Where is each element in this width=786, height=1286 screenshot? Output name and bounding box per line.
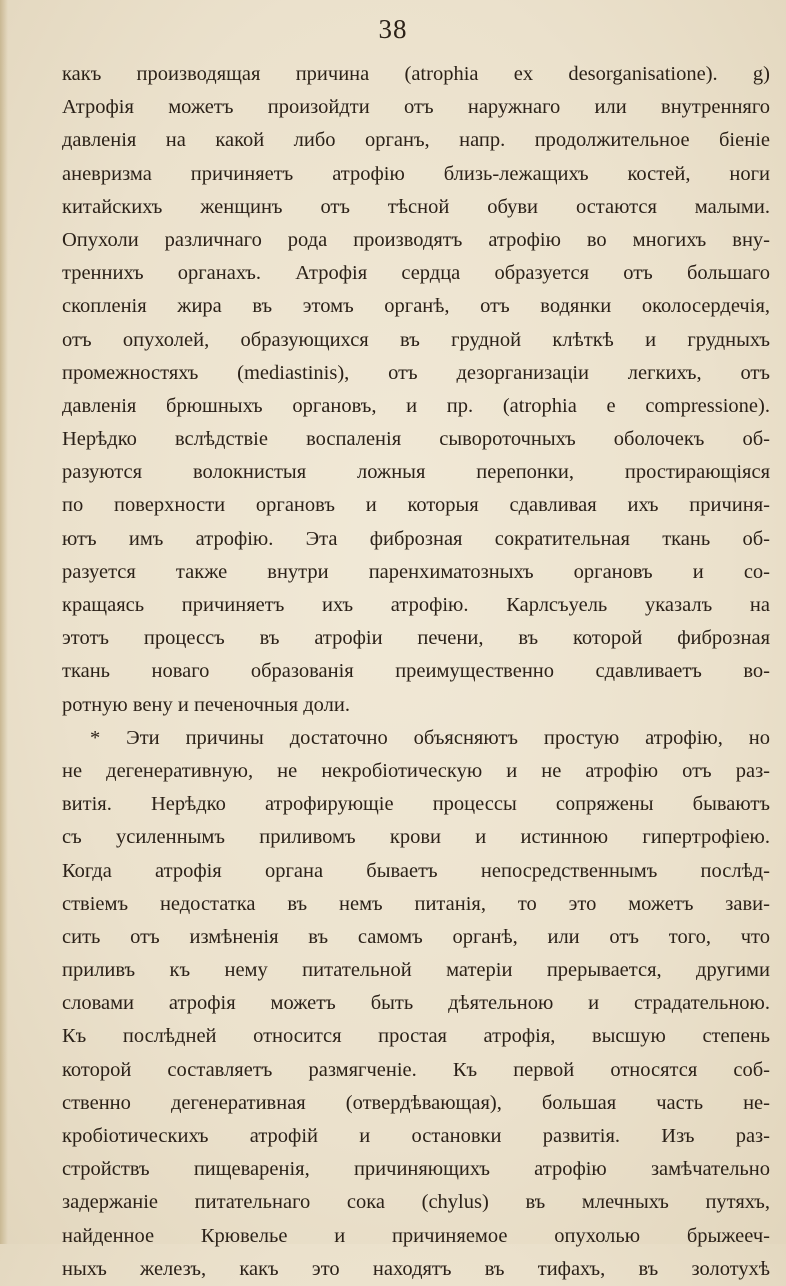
text-line: съ усиленнымъ приливомъ крови и истинною гипертрофіею. (62, 826, 770, 849)
text-line: словами атрофія можетъ быть дѣятельною и страдательною. (62, 992, 770, 1015)
text-line: Нерѣдко вслѣдствіе воспаленія сывороточныхъ оболочекъ об- (62, 428, 770, 451)
text-line: скопленія жира въ этомъ органѣ, отъ водянки околосердечія, (62, 295, 770, 318)
page-edge (0, 0, 8, 1244)
text-line: ствіемъ недостатка въ немъ питанія, то это можетъ зави- (62, 892, 770, 915)
text-line: китайскихъ женщинъ отъ тѣсной обуви остаются малыми. (62, 195, 770, 218)
text-line: давленія брюшныхъ органовъ, и пр. (atrophia e compressione). (62, 394, 770, 417)
text-line: по поверхности органовъ и которыя сдавливая ихъ причиня- (62, 494, 770, 517)
text-line: кращаясь причиняетъ ихъ атрофію. Карлсъуель указалъ на (62, 594, 770, 616)
body-text (62, 58, 770, 1286)
text-line: * Эти причины достаточно объясняютъ простую атрофію, но (90, 726, 770, 749)
text-line: не дегенеративную, не некробіотическую и не атрофію отъ раз- (62, 759, 770, 782)
text-line: треннихъ органахъ. Атрофія сердца образуется отъ большаго (62, 262, 770, 285)
text-line: Когда атрофія органа бываетъ непосредственнымъ послѣд- (62, 859, 770, 882)
text-line: задержаніе питательнаго сока (chylus) въ млечныхъ путяхъ, (62, 1191, 770, 1214)
text-line: сить отъ измѣненія въ самомъ органѣ, или отъ того, что (62, 925, 770, 948)
text-line: кробіотическихъ атрофій и остановки развитія. Изъ раз- (62, 1125, 770, 1147)
text-line: ротную вену и печеночныя доли. (62, 693, 350, 716)
text-line: давленія на какой либо органъ, напр. продолжительное біеніе (62, 129, 770, 152)
text-line: ныхъ железъ, какъ это находятъ въ тифахъ, въ золотухѣ (62, 1257, 770, 1280)
text-line: разуются волокнистыя ложныя перепонки, простирающіяся (62, 461, 770, 484)
text-line: Атрофія можетъ произойдти отъ наружнаго или внутренняго (62, 96, 770, 119)
text-line: промежностяхъ (mediastinis), отъ дезорганизаціи легкихъ, отъ (62, 361, 770, 384)
text-line: витія. Нерѣдко атрофирующіе процессы сопряжены бываютъ (62, 793, 770, 816)
text-line: найденное Крювелье и причиняемое опухолью брыжееч- (62, 1224, 770, 1247)
page-number: 38 (378, 14, 408, 44)
text-line: ственно дегенеративная (отвердѣвающая), большая часть не- (62, 1091, 770, 1114)
text-line: этотъ процессъ въ атрофіи печени, въ которой фиброзная (62, 627, 770, 650)
text-line: ткань новаго образованія преимущественно сдавливаетъ во- (62, 660, 770, 683)
text-line: Опухоли различнаго рода производятъ атрофію во многихъ вну- (62, 228, 770, 251)
text-line: отъ опухолей, образующихся въ грудной клѣткѣ и грудныхъ (62, 328, 770, 351)
text-line: какъ производящая причина (atrophia ex desorganisatione). g) (62, 63, 770, 85)
text-line: аневризма причиняетъ атрофію близь-лежащихъ костей, ноги (62, 162, 770, 185)
text-line: ютъ имъ атрофію. Эта фиброзная сократительная ткань об- (62, 527, 770, 550)
text-line: Къ послѣдней относится простая атрофія, высшую степень (62, 1025, 770, 1048)
text-line: приливъ къ нему питательной матеріи прерывается, другими (62, 959, 770, 982)
text-line: разуется также внутри паренхиматозныхъ органовъ и со- (62, 560, 770, 583)
text-line: стройствъ пищеваренія, причиняющихъ атрофію замѣчательно (62, 1158, 770, 1181)
text-line: которой составляетъ размягченіе. Къ первой относятся соб- (62, 1058, 770, 1081)
